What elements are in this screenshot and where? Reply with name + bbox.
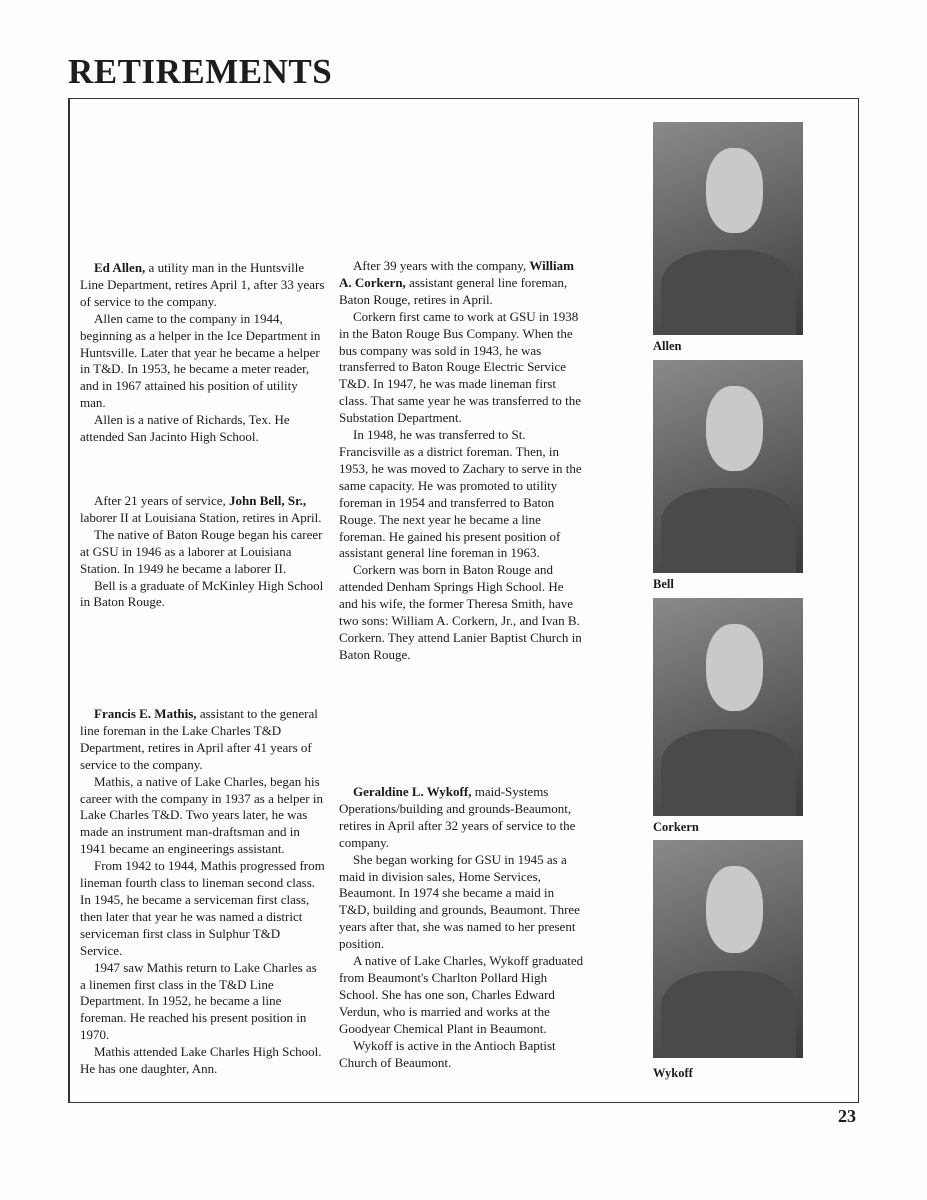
page-number: 23	[838, 1106, 856, 1126]
article-wykoff	[339, 784, 584, 1071]
name-wykoff: Geraldine L. Wykoff,	[353, 784, 472, 799]
paragraph: Mathis attended Lake Charles High School. He has one daughter, Ann.	[80, 1044, 322, 1077]
photo-corkern	[653, 598, 803, 816]
paragraph: Allen is a native of Richards, Tex. He attended San Jacinto High School.	[80, 412, 290, 445]
text: maid-Systems Operations/building and grounds-Beaumont, retires in April after 32 years of service to the company.	[339, 784, 576, 850]
paragraph: Bell is a graduate of McKinley High School in Baton Rouge.	[80, 577, 324, 610]
paragraph: Corkern first came to work at GSU in 1938 in the Baton Rouge Bus Company. When the bus company was sold in 1943, he was transferred to Baton Rouge Electric Service T&D. In 1947, he was made lineman first class. That same year he was transferred to the Substation Department.	[339, 308, 581, 426]
name-corkern: William A. Corkern,	[339, 258, 574, 290]
article-mathis	[80, 706, 325, 1078]
paragraph: 1947 saw Mathis return to Lake Charles as a linemen first class in the T&D Line Department. In 1952, he became a line foreman. He reached his present position in 1970.	[80, 959, 317, 1043]
paragraph: The native of Baton Rouge began his career at GSU in 1946 as a laborer at Louisiana Station. In 1949 he became a laborer II.	[80, 526, 323, 576]
text: After 21 years of service,	[94, 493, 229, 508]
name-allen: Ed Allen,	[94, 260, 146, 275]
name-bell: John Bell, Sr.,	[229, 493, 307, 508]
paragraph: From 1942 to 1944, Mathis progressed from lineman fourth class to lineman second class. In 1945, he became a serviceman first class, then later that year he was named a district serviceman first class in Sulphur T&D Service.	[80, 858, 325, 958]
paragraph: She began working for GSU in 1945 as a maid in division sales, Home Services, Beaumont. In 1974 she became a maid in T&D, building and grounds, Beaumont. Three years after that, she was named to her present position.	[339, 851, 580, 952]
article-corkern	[339, 258, 584, 664]
photo-bell	[653, 360, 803, 573]
caption-corkern: Corkern	[653, 820, 699, 834]
text: a utility man in the Huntsville Line Department, retires April 1, after 33 years of service to the company.	[80, 260, 325, 309]
article-allen	[80, 260, 325, 446]
text: assistant to the general line foreman in the Lake Charles T&D Department, retires in April after 41 years of service to the company.	[80, 706, 318, 772]
paragraph: Mathis, a native of Lake Charles, began his career with the company in 1937 as a helper in Lake Charles T&D. Two years later, he was made an instrument man-draftsman and in 1941 became an engineerings assistant.	[80, 773, 323, 857]
paragraph: Wykoff is active in the Antioch Baptist Church of Beaumont.	[339, 1037, 556, 1070]
page-title: RETIREMENTS	[68, 52, 333, 91]
paragraph: Corkern was born in Baton Rouge and attended Denham Springs High School. He and his wife, the former Theresa Smith, have two sons: William A. Corkern, Jr., and Ivan B. Corkern. They attend Lanier Baptist Church in Baton Rouge.	[339, 562, 582, 662]
caption-bell: Bell	[653, 577, 674, 591]
text: After 39 years with the company,	[353, 258, 530, 273]
paragraph: Allen came to the company in 1944, beginning as a helper in the Ice Department in Huntsville. Later that year he became a helper in T&D. In 1953, he became a meter reader, and in 1967 attained his position of utility man.	[80, 310, 321, 411]
text: assistant general line foreman, Baton Rouge, retires in April.	[339, 274, 568, 307]
caption-wykoff: Wykoff	[653, 1066, 693, 1080]
article-bell	[80, 493, 325, 611]
text: laborer II at Louisiana Station, retires in April.	[80, 509, 322, 525]
photo-allen	[653, 122, 803, 335]
paragraph: In 1948, he was transferred to St. Francisville as a district foreman. Then, in 1953, he was moved to Zachary to serve in the same capacity. He was promoted to utility foreman in 1954 and transferred to Baton Rouge. The next year he became a line foreman. He gained his present position of assistant general line foreman in 1963.	[339, 427, 582, 561]
name-mathis: Francis E. Mathis,	[94, 706, 197, 721]
paragraph: A native of Lake Charles, Wykoff graduated from Beaumont's Charlton Pollard High School. She has one son, Charles Edward Verdun, who is married and works at the Goodyear Chemical Plant in Beaumont.	[339, 953, 584, 1036]
caption-allen: Allen	[653, 339, 682, 353]
photo-wykoff	[653, 840, 803, 1058]
